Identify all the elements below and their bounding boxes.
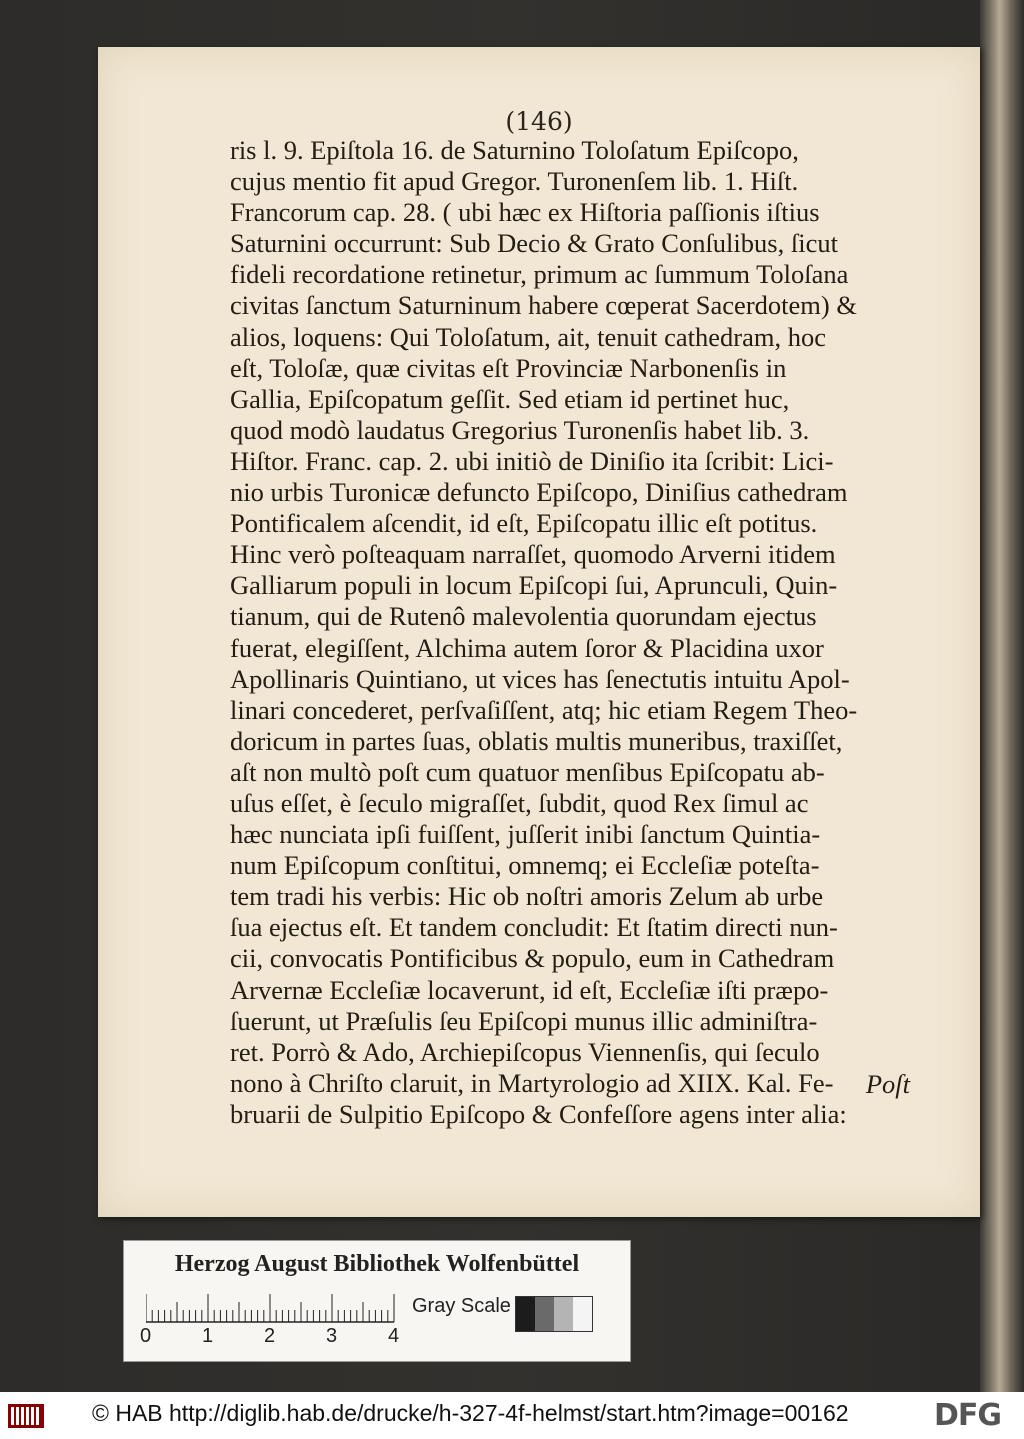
text-line: tianum, qui de Rutenô malevolentia quorundam ejectus <box>230 601 817 632</box>
color-target-card <box>123 1240 631 1362</box>
gray-scale-label: Gray Scale <box>412 1295 511 1317</box>
text-line: Arvernæ Eccleſiæ locaverunt, id eſt, Eccleſiæ iſti præpo- <box>230 974 829 1005</box>
text-line: Francorum cap. 28. ( ubi hæc ex Hiſtoria paſſionis iſtius <box>230 197 820 228</box>
text-line: cii, convocatis Pontificibus & populo, eum in Cathedram <box>230 943 835 974</box>
text-line: eſt, Toloſæ, quæ civitas eſt Provinciæ Narbonenſis in <box>230 352 787 383</box>
text-line: fuerat, elegiſſent, Alchima autem ſoror & Placidina uxor <box>230 632 824 663</box>
text-line: bruarii de Sulpitio Epiſcopo & Confeſſore agens inter alia: <box>230 1098 847 1129</box>
text-line: num Epiſcopum conſtitui, omnemq; ei Eccleſiæ poteſta- <box>230 850 820 881</box>
ruler-label: 1 <box>202 1325 214 1347</box>
text-line: Apollinaris Quintiano, ut vices has ſenectutis intuitu Apol- <box>230 663 850 694</box>
book-cover-edge <box>980 0 1024 1392</box>
gray-patch <box>573 1297 592 1331</box>
text-line: Pontificalem aſcendit, id eſt, Epiſcopatu illic eſt potitus. <box>230 508 818 539</box>
dfg-logo-icon: DFG <box>934 1398 1002 1433</box>
library-name: Herzog August Bibliothek Wolfenbüttel <box>174 1251 580 1277</box>
gray-patch <box>535 1297 554 1331</box>
page-number: (146) <box>505 107 573 136</box>
gray-scale-patches <box>515 1296 593 1332</box>
catchword: Poſt <box>865 1069 910 1099</box>
text-line: ris l. 9. Epiſtola 16. de Saturnino Toloſatum Epiſcopo, <box>230 135 799 165</box>
text-line: doricum in partes ſuas, oblatis multis muneribus, traxiſſet, <box>230 725 843 756</box>
text-line: aſt non multò poſt cum quatuor menſibus Epiſcopatu ab- <box>230 756 825 787</box>
text-line: ret. Porrò & Ado, Archiepiſcopus Viennenſis, qui ſeculo <box>230 1036 820 1067</box>
gray-patch <box>516 1297 535 1331</box>
ruler-label: 3 <box>326 1325 338 1347</box>
text-line: alios, loquens: Qui Toloſatum, ait, tenuit cathedram, hoc <box>230 321 826 352</box>
ruler-label: 4 <box>388 1325 400 1347</box>
ruler-scale <box>146 1293 396 1323</box>
footer-bar <box>0 1392 1024 1439</box>
text-line: uſus eſſet, è ſeculo migraſſet, ſubdit, quod Rex ſimul ac <box>230 787 809 818</box>
text-line: Hiſtor. Franc. cap. 2. ubi initiò de Diniſio ita ſcribit: Lici- <box>230 445 834 476</box>
text-line: civitas ſanctum Saturninum habere cœperat Sacerdotem) & <box>230 290 857 321</box>
text-line: Gallia, Epiſcopatum geſſit. Sed etiam id pertinet huc, <box>230 383 790 414</box>
text-line: hæc nunciata ipſi fuiſſent, juſſerit inibi ſanctum Quintia- <box>230 819 821 850</box>
text-line: fideli recordatione retinetur, primum ac ſummum Toloſana <box>230 259 849 290</box>
text-line: nono à Chriſto claruit, in Martyrologio ad XIIX. Kal. Fe- <box>230 1067 834 1098</box>
text-line: Saturnini occurrunt: Sub Decio & Grato Conſulibus, ſicut <box>230 228 838 259</box>
text-line: Galliarum populi in locum Epiſcopi ſui, Aprunculi, Quin- <box>230 570 838 601</box>
text-line: quod modò laudatus Gregorius Turonenſis habet lib. 3. <box>230 414 810 445</box>
ruler-label: 2 <box>264 1325 276 1347</box>
text-line: ſua ejectus eſt. Et tandem concludit: Et ſtatim directi nun- <box>230 912 838 943</box>
hab-library-logo-icon <box>6 1400 46 1432</box>
text-line: nio urbis Turonicæ defuncto Epiſcopo, Diniſius cathedram <box>230 477 848 508</box>
text-line: cujus mentio fit apud Gregor. Turonenſem lib. 1. Hiſt. <box>230 166 799 197</box>
gray-patch <box>554 1297 573 1331</box>
text-line: linari concederet, perſvaſiſſent, atq; hic etiam Regem Theo- <box>230 694 858 725</box>
book-page <box>98 47 980 1217</box>
ruler-labels <box>140 1325 406 1349</box>
ruler-label: 0 <box>140 1325 152 1347</box>
text-line: tem tradi his verbis: Hic ob noſtri amoris Zelum ab urbe <box>230 881 824 912</box>
page-text <box>230 135 910 1130</box>
copyright-url[interactable]: © HAB http://diglib.hab.de/drucke/h-327-4f-helmst/start.htm?image=00162 <box>92 1400 849 1426</box>
text-line: ſuerunt, ut Præſulis ſeu Epiſcopi munus illic adminiſtra- <box>230 1005 818 1036</box>
text-line: Hinc verò poſteaquam narraſſet, quomodo Arverni itidem <box>230 539 836 570</box>
